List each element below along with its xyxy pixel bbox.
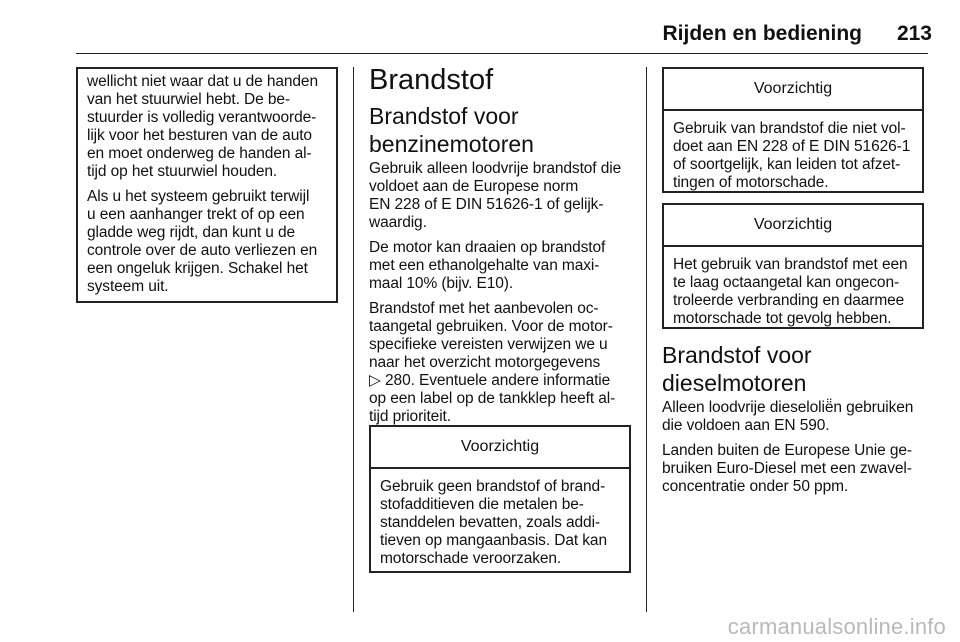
warning-text: Het gebruik van brandstof met een te laag octaangetal kan ongecon- troleerde verbranding en daarmee motorschade tot gevolg hebben. (673, 256, 908, 327)
petrol-paragraph-2: De motor kan draaien op brandstof met een ethanolgehalte van maxi- maal 10% (bijv. E10). (369, 239, 606, 292)
petrol-paragraph-1: Gebruik alleen loodvrije brandstof die voldoet aan de Europese norm EN 228 of E DIN 51626-1 of gelijk- waardig. (369, 160, 622, 231)
warning-text: Gebruik geen brandstof of brand- stofadditieven die metalen be- standdelen bevatten, zoals addi- tieven op mangaanbasis. Dat kan motorschade veroorzaken. (380, 478, 607, 567)
box-paragraph-2: Als u het systeem gebruikt terwijl u een aanhanger trekt of op een gladde weg rijdt, dan kunt u de controle over de auto verliezen en een ongeluk krijgen. Schakel het systeem uit. (87, 188, 318, 295)
warning-box-octane (662, 203, 924, 329)
warning-box-standard (662, 67, 924, 193)
warning-title: Voorzichtig (371, 427, 629, 469)
petrol-paragraph-3: Brandstof met het aanbevolen oc- taangetal gebruiken. Voor de motor- specifieke vereisten verwijzen we u naar het overzicht motorgegevens ▷ 280. Eventuele andere informatie op een label op de tankklep heeft al- tijd prioriteit. (369, 300, 616, 425)
column-divider-2 (646, 67, 647, 612)
warning-box-additives (369, 425, 631, 573)
header-rule (76, 53, 928, 54)
column-3-text (662, 341, 928, 503)
petrol-subheading: Brandstof voor benzinemotoren (369, 103, 534, 157)
diesel-paragraph-2: Landen buiten de Europese Unie ge- bruiken Euro-Diesel met een zwavel- concentratie onder 50 ppm. (662, 442, 912, 495)
warning-title: Voorzichtig (664, 205, 922, 247)
column-2 (369, 64, 631, 433)
page-number: 213 (896, 22, 932, 45)
warning-title: Voorzichtig (664, 69, 922, 111)
running-header-title: Rijden en bediening (662, 22, 862, 45)
continued-warning-box (76, 67, 338, 303)
warning-text: Gebruik van brandstof die niet vol- doet aan EN 228 of E DIN 51626-1 of soortgelijk, kan leiden tot afzet- tingen of motorschade. (673, 120, 911, 191)
diesel-subheading: Brandstof voor dieselmotoren (662, 342, 812, 396)
watermark: carmanualsonline.info (727, 614, 946, 639)
column-divider-1 (353, 67, 354, 612)
box-paragraph-1: wellicht niet waar dat u de handen van het stuurwiel hebt. De be- stuurder is volledig verantwoorde- lijk voor het besturen van de auto en moet onderweg de handen al- tijd op het stuurwiel houden. (87, 73, 318, 180)
section-heading: Brandstof (369, 64, 494, 96)
diesel-paragraph-1: Alleen loodvrije dieselolië̈n gebruiken die voldoen aan EN 590. (662, 399, 914, 434)
